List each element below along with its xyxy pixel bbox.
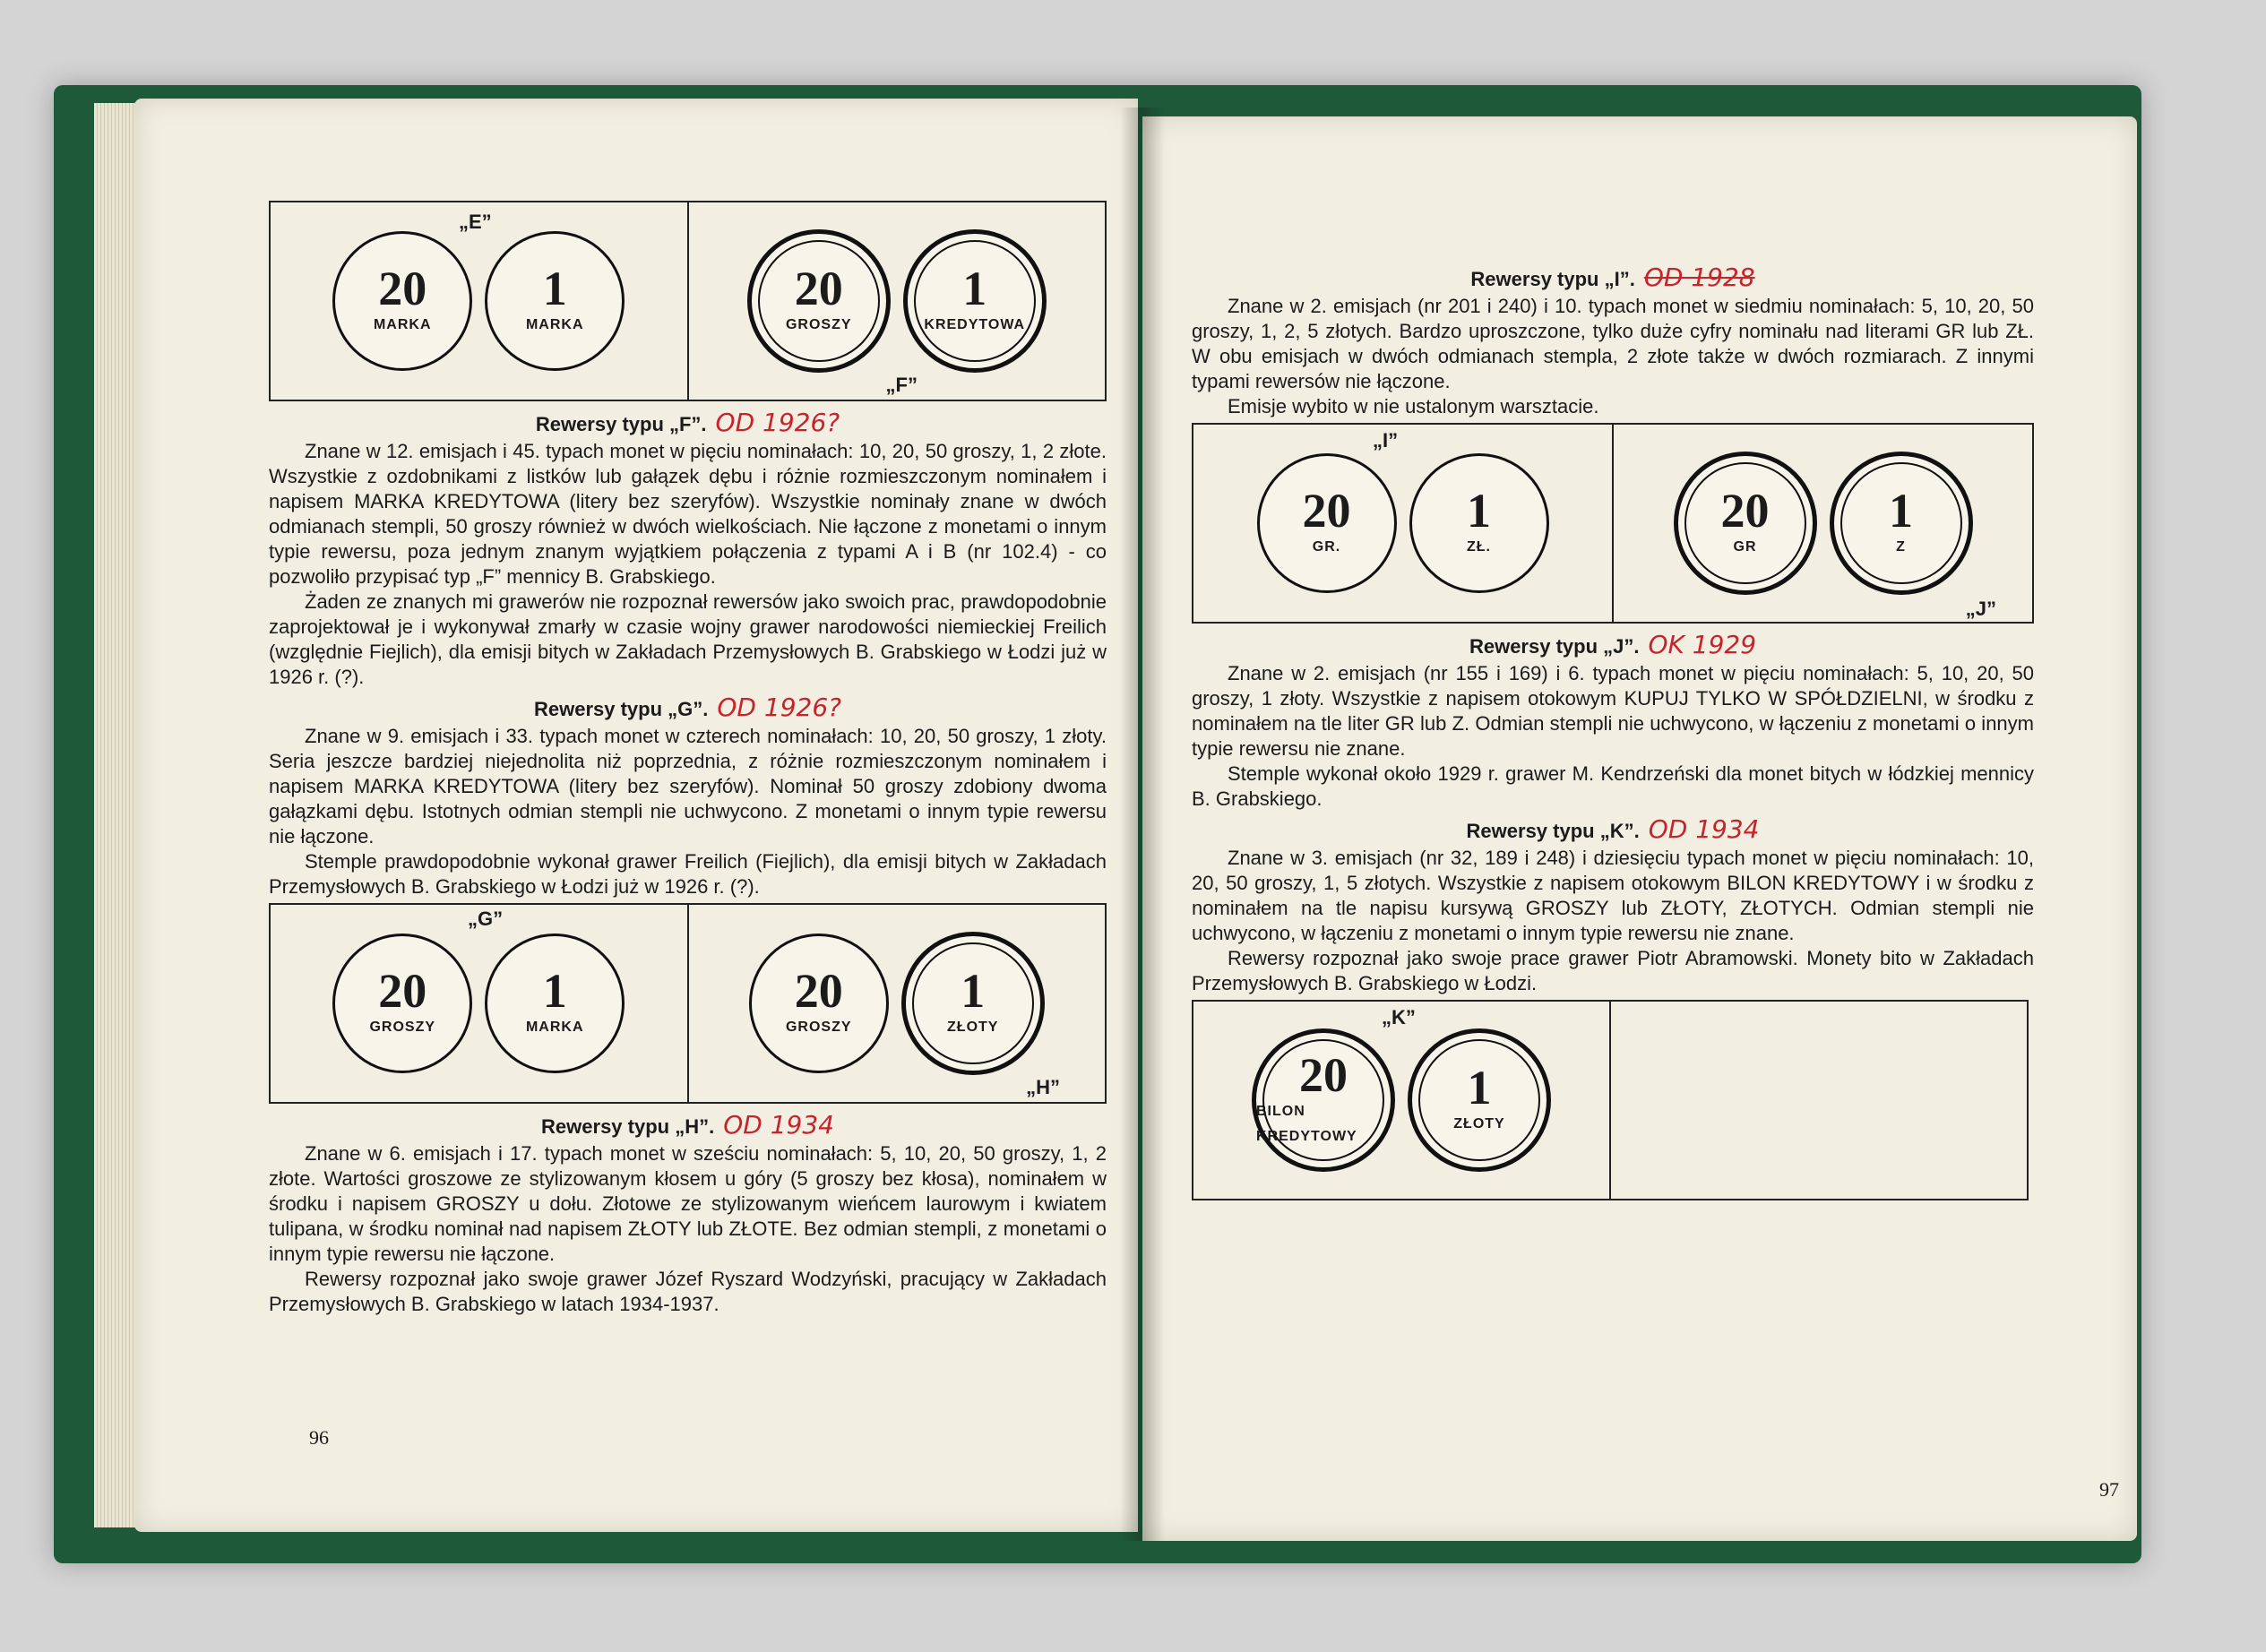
page-number: 96 (309, 1426, 329, 1449)
book-gutter (1120, 108, 1165, 1541)
paragraph: Znane w 6. emisjach i 17. typach monet w sześciu nominałach: 5, 10, 20, 50 groszy, 1, 2 złote. Wartości groszowe ze stylizowanym kłosem u góry (5 groszy bez kłosa), nominałem w środku i napisem GROSZY u dołu. Złotowe ze stylizowanym wieńcem laurowym i kwiatem tulipana, w środku nominał nad napisem ZŁOTY lub ZŁOTE. Bez odmian stempli, z monetami o innym typie rewersu nie łączone. (269, 1142, 1107, 1265)
figure-label-k: „K” (1382, 1006, 1416, 1028)
coin-image: 1 MARKA (485, 934, 625, 1073)
coin-image: 1 Z (1830, 452, 1973, 595)
handwritten-note: OD 1934 (723, 1110, 834, 1140)
figure-cell-f (687, 202, 1106, 400)
figure-type-i-j (1192, 423, 2034, 624)
paragraph: Emisje wybito w nie ustalonym warsztacie. (1228, 395, 1599, 417)
left-page-content (269, 197, 1107, 1317)
coin-image: 1 MARKA (485, 231, 625, 371)
paragraph: Stemple prawdopodobnie wykonał grawer Freilich (Fiejlich), dla emisji bitych w Zakładach Przemysłowych B. Grabskiego w Łodzi już w 1926 r. (?). (269, 850, 1107, 898)
right-page-content (1192, 260, 2034, 1209)
handwritten-note: OD 1928 (1643, 262, 1755, 292)
figure-cell-k (1193, 1002, 1609, 1199)
figure-cell-e (271, 202, 687, 400)
figure-label-j: „J” (1965, 598, 1996, 620)
left-page (134, 99, 1138, 1532)
coin-image: 20 GROSZY (332, 934, 472, 1073)
coin-image: 1 ZŁ. (1409, 453, 1549, 593)
figure-type-g-h (269, 903, 1107, 1104)
coin-image: 20 BILON KREDYTOWY (1252, 1028, 1395, 1172)
coin-image: 1 KREDYTOWA (903, 229, 1047, 373)
paragraph: Żaden ze znanych mi grawerów nie rozpoznał rewersów jako swoich prac, prawdopodobnie zaprojektował je i wykonywał zmarły w czasie wojny grawer narodowości niemieckiej Freilich (względnie Fiejlich), dla emisji bitych w Zakładach Przemysłowych B. Grabskiego w Łodzi już w 1926 r. (?). (269, 590, 1107, 688)
figure-label-e: „E” (459, 211, 492, 233)
paragraph: Znane w 3. emisjach (nr 32, 189 i 248) i dziesięciu typach monet w pięciu nominałach: 10, 20, 50 groszy, 1, 5 złotych. Wszystkie z napisem otokowym BILON KREDYTOWY i w środku z nominałem na tle napisu kursywą GROSZY lub ZŁOTY, ZŁOTYCH. Odmian stempli nie uchwycono, w łączeniu z monetami o innym typie rewersu nie znane. (1192, 847, 2034, 944)
figure-cell-h (687, 905, 1106, 1102)
figure-label-h: „H” (1026, 1076, 1060, 1098)
section-heading-j: Rewersy typu „J”. OK 1929 (1469, 630, 1757, 659)
section-heading-h: Rewersy typu „H”. OD 1934 (541, 1110, 834, 1140)
figure-cell-empty (1609, 1002, 2027, 1199)
coin-image: 1 ZŁOTY (901, 932, 1045, 1075)
paragraph: Rewersy rozpoznał jako swoje prace grawer Piotr Abramowski. Monety bito w Zakładach Przemysłowych B. Grabskiego w Łodzi. (1192, 947, 2034, 994)
paragraph: Znane w 9. emisjach i 33. typach monet w czterech nominałach: 10, 20, 50 groszy, 1 złoty. Seria jeszcze bardziej niejednolita niż poprzednia, z różnie rozmieszczonym nominałem i napisem MARKA KREDYTOWA (litery bez szeryfów). Nominał 50 groszy zdobiony dwoma gałązkami dębu. Istotnych odmian stempli nie uchwycono. Z monetami o innym typie rewersu nie łączone. (269, 725, 1107, 848)
handwritten-note: OD 1926? (717, 693, 841, 722)
figure-cell-g (271, 905, 687, 1102)
paragraph: Znane w 2. emisjach (nr 155 i 169) i 6. typach monet w pięciu nominałach: 5, 10, 20, 50 groszy, 1 złoty. Wszystkie z napisem otokowym KUPUJ TYLKO W SPÓŁDZIELNI, w środku z nominałem na tle liter GR lub Z. Odmian stempli nie uchwycono, w łączeniu z monetami o innym typie rewersu nie znane. (1192, 662, 2034, 760)
paragraph: Znane w 12. emisjach i 45. typach monet w pięciu nominałach: 10, 20, 50 groszy, 1, 2 złote. Wszystkie z ozdobnikami z listków lub gałązek dębu i różnie rozmieszczonym nominałem i napisem MARKA KREDYTOWA (litery bez szeryfów). Wszystkie nominały znane w dwóch odmianach stempli, 50 groszy również w dwóch wielkościach. Nie łączone z monetami o innym typie rewersu, poza jednym znanym wyjątkiem połączenia z typami A i B (nr 102.4) - co pozwoliło przypisać typ „F” mennicy B. Grabskiego. (269, 440, 1107, 588)
handwritten-note: OK 1929 (1648, 630, 1757, 659)
section-heading-g: Rewersy typu „G”. OD 1926? (533, 693, 841, 722)
coin-image: 20 GROSZY (747, 229, 891, 373)
paragraph: Stemple wykonał około 1929 r. grawer M. Kendrzeński dla monet bitych w łódzkiej mennicy B. Grabskiego. (1192, 762, 2034, 810)
figure-cell-j (1612, 425, 2032, 622)
page-number: 97 (2099, 1478, 2119, 1501)
section-heading-k: Rewersy typu „K”. OD 1934 (1466, 814, 1760, 844)
section-heading-f: Rewersy typu „F”. OD 1926? (535, 408, 840, 437)
figure-cell-i (1193, 425, 1612, 622)
paragraph: Znane w 2. emisjach (nr 201 i 240) i 10. typach monet w siedmiu nominałach: 5, 10, 20, 50 groszy, 1, 2, 5 złotych. Bardzo uproszczone, tylko duże cyfry nominału nad literami GR lub ZŁ. W obu emisjach w dwóch odmianach stempla, 2 złote także w dwóch rozmiarach. Z innymi typami rewersów nie łączone. (1192, 295, 2034, 392)
section-heading-i: Rewersy typu „I”. OD 1928 (1470, 262, 1755, 292)
coin-image: 1 ZŁOTY (1408, 1028, 1551, 1172)
paragraph: Rewersy rozpoznał jako swoje grawer Józef Ryszard Wodzyński, pracujący w Zakładach Przemysłowych B. Grabskiego w latach 1934-1937. (269, 1268, 1107, 1315)
figure-label-g: „G” (468, 908, 504, 930)
handwritten-note: OD 1926? (715, 408, 840, 437)
coin-image: 20 GR (1674, 452, 1817, 595)
handwritten-note: OD 1934 (1648, 814, 1760, 844)
coin-image: 20 GROSZY (749, 934, 889, 1073)
coin-image: 20 MARKA (332, 231, 472, 371)
right-page (1142, 116, 2137, 1541)
coin-image: 20 GR. (1257, 453, 1397, 593)
page-edges (94, 103, 139, 1527)
figure-label-i: „I” (1373, 429, 1399, 452)
figure-type-e-f (269, 201, 1107, 401)
figure-type-k (1192, 1000, 2029, 1200)
figure-label-f: „F” (885, 374, 918, 396)
